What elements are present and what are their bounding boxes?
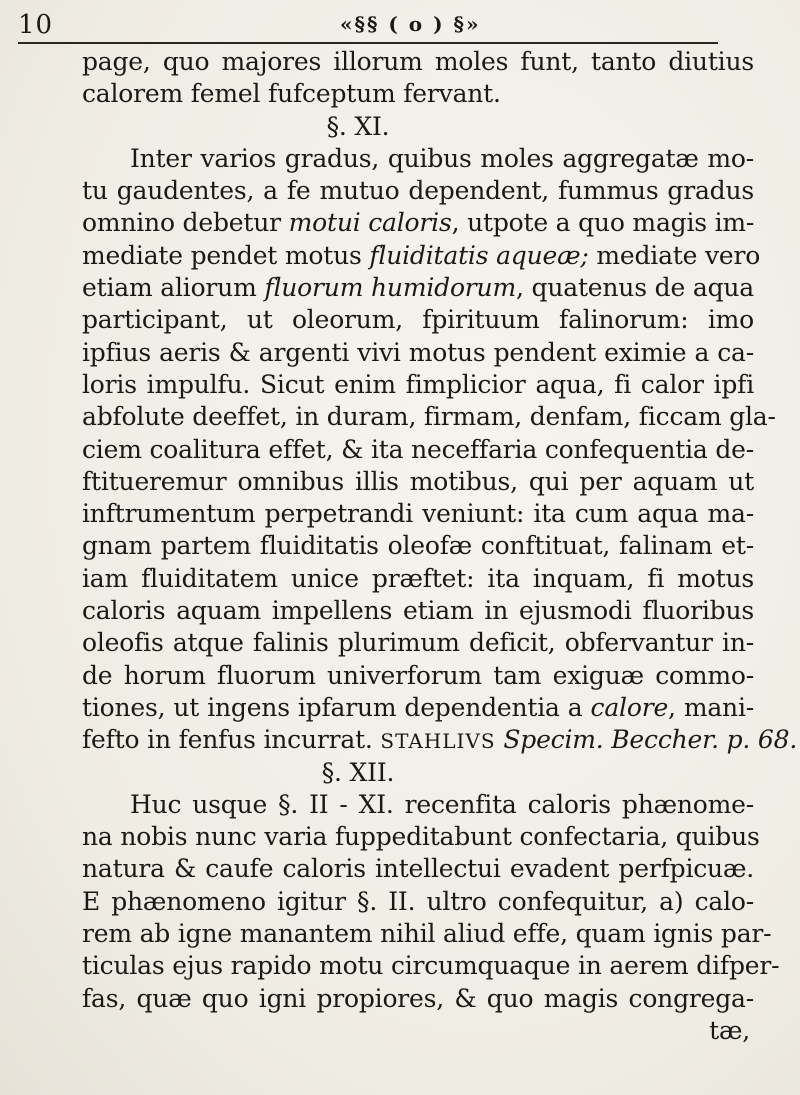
- text-run: tæ,: [709, 1015, 750, 1045]
- text-line: [82, 627, 754, 659]
- text-run: ticulas ejus rapido motu circumquaque in aerem difper-: [82, 951, 780, 981]
- text-run: ipfius aeris & argenti vivi motus pendent eximie a ca-: [82, 337, 754, 367]
- text-line: [82, 434, 754, 466]
- italic-run: fluorum humidorum: [264, 273, 516, 303]
- text-line: [82, 563, 754, 595]
- text-run: ftitueremur omnibus illis motibus, qui per aquam ut: [82, 466, 754, 496]
- italic-run: Specim. Beccher. p. 68.: [503, 725, 798, 755]
- text-run: loris impulfu. Sicut enim fimplicior aqua, fi calor ipfi: [82, 369, 754, 399]
- text-run: de horum fluorum univerforum tam exiguæ commo-: [82, 660, 754, 690]
- text-run: oleofis atque falinis plurimum deficit, obfervantur in-: [82, 628, 754, 658]
- text-run: , quatenus de aqua: [515, 273, 755, 303]
- text-run: §. XII.: [321, 757, 395, 787]
- text-run: iam fluiditatem unice præftet: ita inquam, fi motus: [82, 563, 754, 593]
- header-rule: [18, 42, 718, 44]
- small-caps-run: STAHLIVS: [380, 729, 496, 754]
- text-run: fas, quæ quo igni propiores, & quo magis congrega-: [82, 983, 754, 1013]
- text-line: [82, 207, 754, 239]
- text-run: fefto in fenfus incurrat.: [82, 725, 381, 755]
- text-line: [82, 337, 754, 369]
- header-ornament: «§§ ( o ) §»: [340, 12, 481, 36]
- text-run: , mani-: [668, 692, 754, 722]
- text-line: [82, 660, 754, 692]
- text-run: inftrumentum perpetrandi veniunt: ita cum aqua ma-: [82, 499, 754, 529]
- text-line: [82, 272, 754, 304]
- text-line: [82, 950, 780, 982]
- text-run: Huc usque §. II - XI. recenfita caloris phænome-: [130, 789, 754, 819]
- text-run: page, quo majores illorum moles funt, tanto diutius: [82, 47, 754, 76]
- text-run: §. XI.: [326, 111, 390, 141]
- text-line: [82, 175, 754, 207]
- section-heading: [82, 757, 754, 789]
- text-line: [82, 401, 776, 433]
- text-line: [82, 724, 798, 756]
- text-run: gnam partem fluiditatis oleofæ conftituat, falinam et-: [82, 531, 754, 561]
- text-line: [82, 886, 754, 918]
- text-line: [82, 240, 761, 272]
- text-run: tiones, ut ingens ipfarum dependentia a: [82, 692, 591, 722]
- text-run: caloris aquam impellens etiam in ejusmodi fluoribus: [82, 596, 754, 626]
- italic-run: fluiditatis aqueæ;: [369, 240, 589, 270]
- text-run: participant, ut oleorum, fpirituum falinorum: imo: [82, 305, 754, 335]
- text-line: [82, 789, 754, 821]
- text-line: [82, 983, 754, 1015]
- text-line: [82, 918, 772, 950]
- text-line: [82, 595, 754, 627]
- italic-run: calore: [590, 692, 669, 722]
- section-heading: [82, 111, 754, 143]
- text-run: rem ab igne manantem nihil aliud effe, quam ignis par-: [82, 919, 772, 949]
- text-line: [82, 466, 754, 498]
- text-line: [82, 498, 754, 530]
- text-run: , utpote a quo magis im-: [451, 208, 755, 238]
- text-run: omnino debetur: [82, 208, 289, 238]
- text-line: [82, 530, 754, 562]
- text-run: calorem femel fufceptum fervant.: [82, 79, 501, 109]
- text-line: [82, 369, 754, 401]
- text-line: [82, 692, 754, 724]
- text-line: [82, 143, 754, 175]
- text-line: [82, 1015, 754, 1047]
- text-run: ciem coalitura effet, & ita neceffaria confequentia de-: [82, 434, 754, 464]
- body-text: [82, 46, 798, 1047]
- text-run: tu gaudentes, a fe mutuo dependent, fummus gradus: [82, 176, 754, 206]
- text-line: [82, 853, 754, 885]
- italic-run: motui caloris: [288, 208, 452, 238]
- text-run: mediate vero: [588, 240, 761, 270]
- text-run: na nobis nunc varia fuppeditabunt confectaria, quibus: [82, 822, 760, 852]
- text-run: abfolute deeffet, in duram, firmam, denfam, ficcam gla-: [82, 402, 776, 432]
- text-line: [82, 78, 754, 110]
- text-run: Inter varios gradus, quibus moles aggregatæ mo-: [130, 143, 754, 173]
- text-run: mediate pendet motus: [82, 240, 370, 270]
- text-line: [82, 821, 760, 853]
- text-run: E phænomeno igitur §. II. ultro confequitur, a) calo-: [82, 886, 754, 916]
- text-run: etiam aliorum: [82, 273, 265, 303]
- text-line: [82, 304, 754, 336]
- text-run: natura & caufe caloris intellectui evadent perfpicuæ.: [82, 854, 754, 884]
- text-line: [82, 46, 754, 78]
- page-number: 10: [18, 10, 54, 40]
